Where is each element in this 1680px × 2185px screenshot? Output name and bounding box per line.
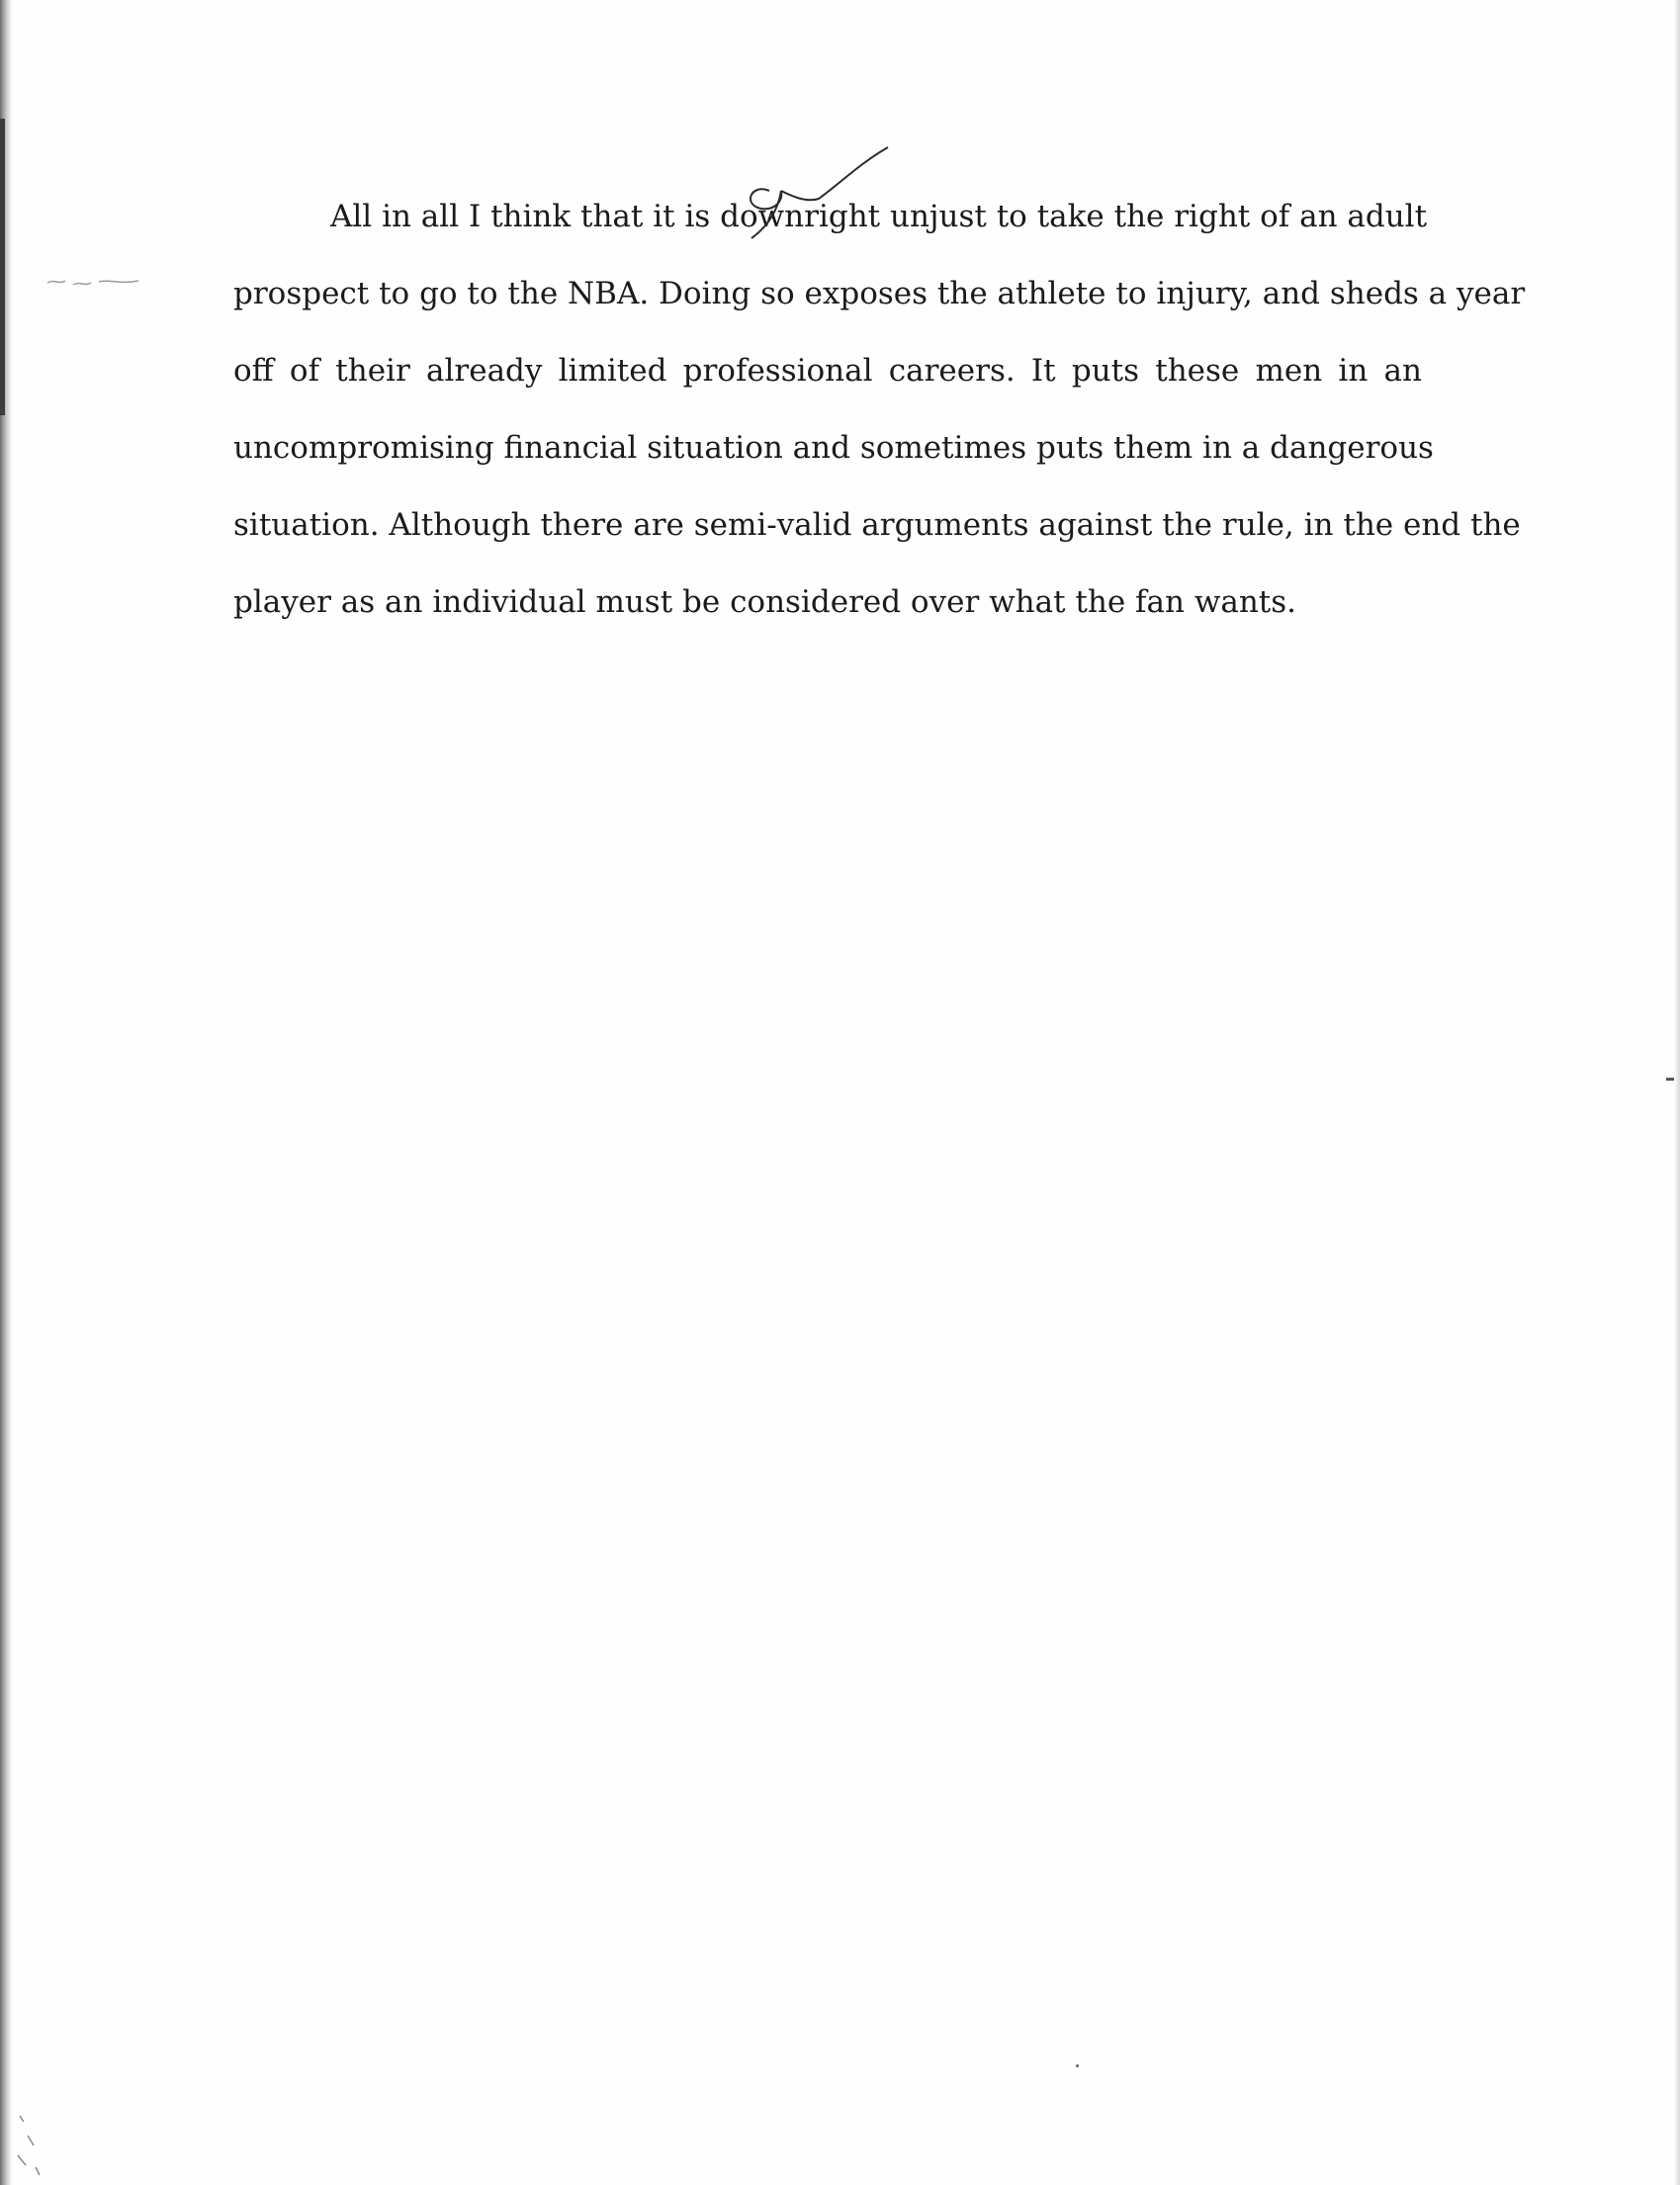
essay-line-3: off of their already limited professional careers. It puts these men in an [233, 353, 1422, 389]
essay-line-5: situation. Although there are semi-valid arguments against the rule, in the end the [233, 507, 1521, 543]
essay-line-2: prospect to go to the NBA. Doing so exposes the athlete to injury, and sheds a year [233, 276, 1526, 311]
scan-artifact [1076, 2064, 1079, 2067]
essay-line-6: player as an individual must be considered over what the fan wants. [233, 584, 1297, 620]
scan-right-edge-shadow [1674, 0, 1680, 2185]
essay-paragraph [233, 178, 1526, 641]
essay-line-1: All in all I think that it is downright unjust to take the right of an adult [330, 199, 1428, 234]
scan-left-edge-dark [0, 119, 5, 415]
scan-artifact [1666, 1078, 1674, 1081]
scan-artifact [40, 267, 158, 297]
essay-line-4: uncompromising financial situation and sometimes puts them in a dangerous [233, 430, 1434, 466]
